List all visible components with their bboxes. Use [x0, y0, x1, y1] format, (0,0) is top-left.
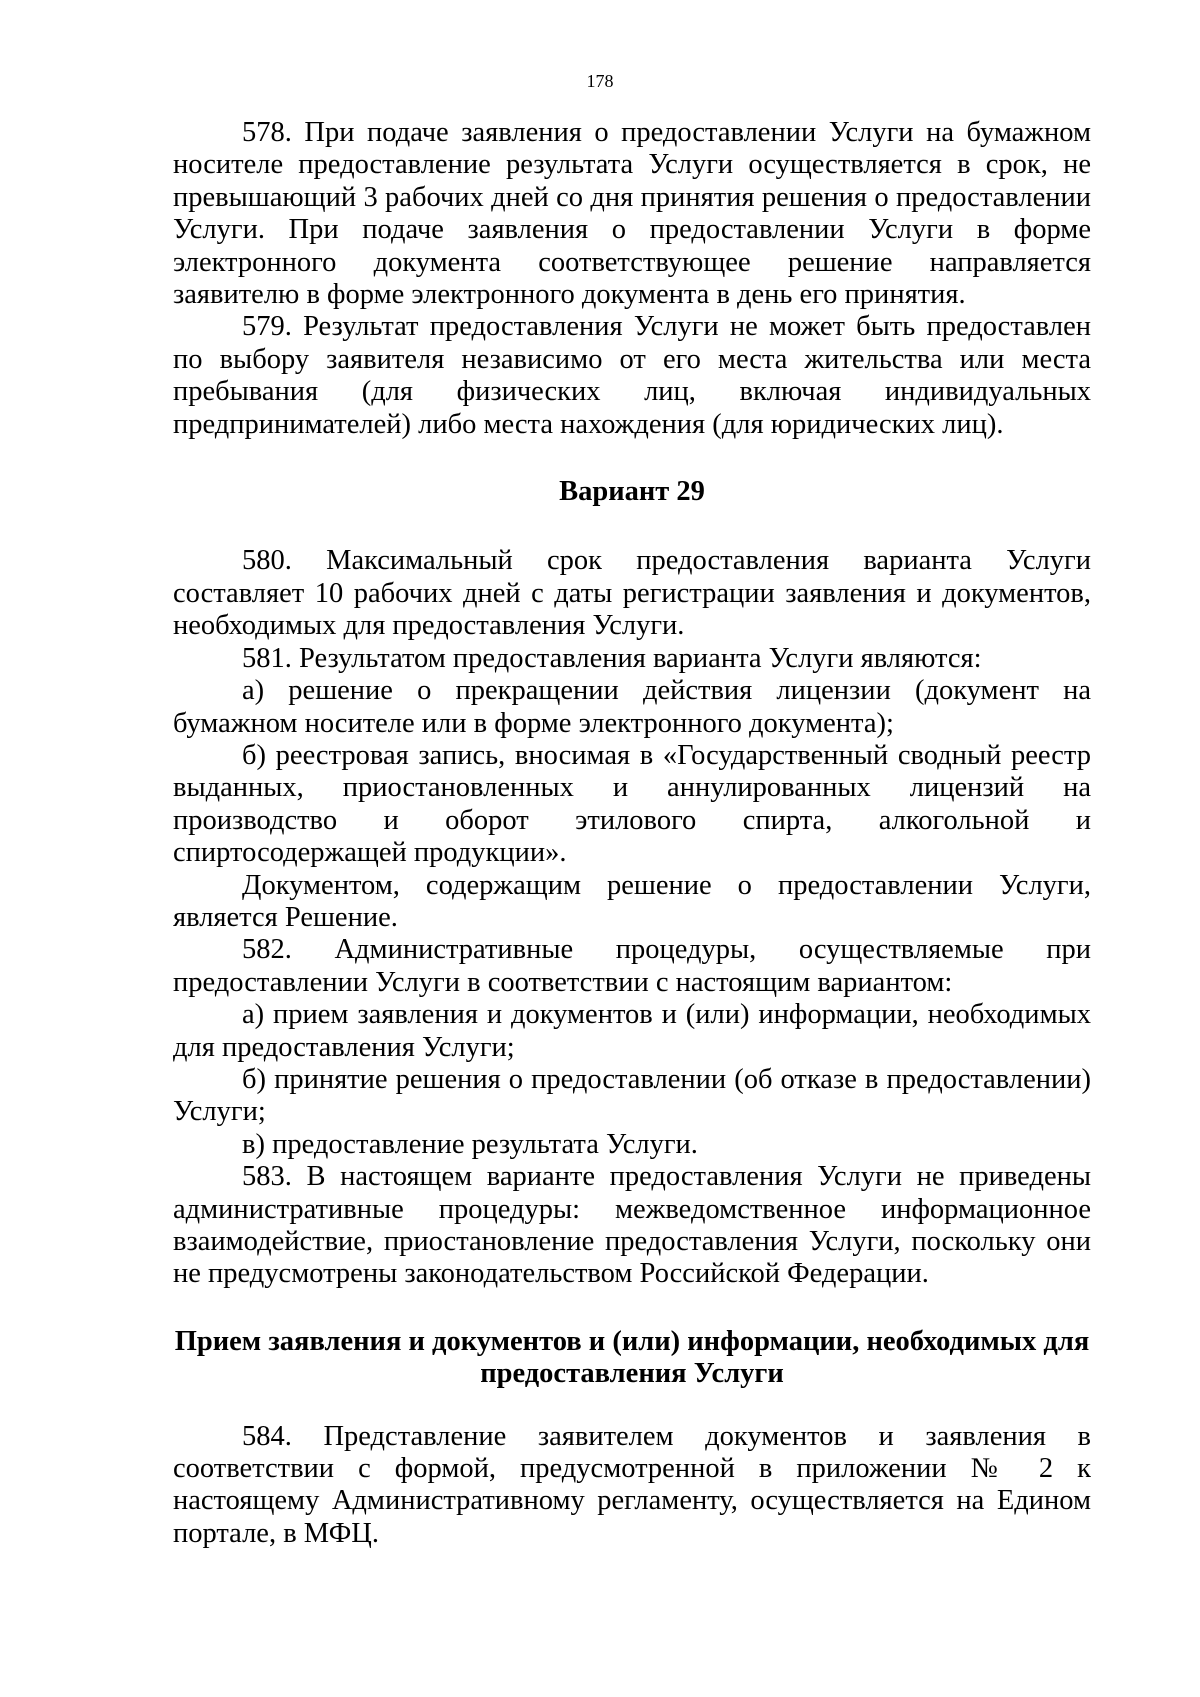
paragraph-decision-document: Документом, содержащим решение о предоставлении Услуги, является Решение. [173, 869, 1091, 933]
paragraph-582: 582. Административные процедуры, осуществляемые при предоставлении Услуги в соответствии с настоящим вариантом: [173, 934, 1091, 998]
heading-variant-29: Вариант 29 [559, 476, 705, 508]
paragraph-582-b: б) принятие решения о предоставлении (об отказе в предоставлении) Услуги; [173, 1063, 1091, 1128]
document-body [173, 117, 1091, 1550]
paragraph-583: 583. В настоящем варианте предоставления Услуги не приведены административные процедуры: межведомственное информационное взаимодействие, приостановление предоставления Услуги, поскольку они не предусмотрены законодательством Российской Федерации. [173, 1161, 1091, 1290]
paragraph-584: 584. Представление заявителем документов и заявления в соответствии с формой, предусмотренной в приложении № 2 к настоящему Административному регламенту, осуществляется на Едином портале, в МФЦ. [173, 1420, 1091, 1549]
heading-section-reception: Прием заявления и документов и (или) информации, необходимых для предоставления Услуги [174, 1325, 1090, 1390]
paragraph-582-a: а) прием заявления и документов и (или) информации, необходимых для предоставления Услуги; [173, 999, 1091, 1063]
paragraph-578: 578. При подаче заявления о предоставлении Услуги на бумажном носителе предоставление результата Услуги осуществляется в срок, не превышающий 3 рабочих дней со дня принятия решения о предоставлении Услуги. При подаче заявления о предоставлении Услуги в форме электронного документа соответствующее решение направляется заявителю в форме электронного документа в день его принятия. [173, 117, 1091, 311]
paragraph-580: 580. Максимальный срок предоставления варианта Услуги составляет 10 рабочих дней с даты регистрации заявления и документов, необходимых для предоставления Услуги. [173, 545, 1091, 642]
paragraph-581-b: б) реестровая запись, вносимая в «Государственный сводный реестр выданных, приостановленных и аннулированных лицензий на производство и оборот этилового спирта, алкогольной и спиртосодержащей продукции». [173, 739, 1091, 869]
paragraph-581-a: а) решение о прекращении действия лицензии (документ на бумажном носителе или в форме электронного документа); [173, 675, 1091, 739]
paragraph-582-v: в) предоставление результата Услуги. [242, 1128, 698, 1160]
page-number: 178 [586, 71, 614, 91]
paragraph-581: 581. Результатом предоставления варианта Услуги являются: [242, 642, 982, 674]
paragraph-579: 579. Результат предоставления Услуги не может быть предоставлен по выбору заявителя независимо от его места жительства или места пребывания (для физических лиц, включая индивидуальных предпринимателей) либо места нахождения (для юридических лиц). [173, 311, 1091, 440]
